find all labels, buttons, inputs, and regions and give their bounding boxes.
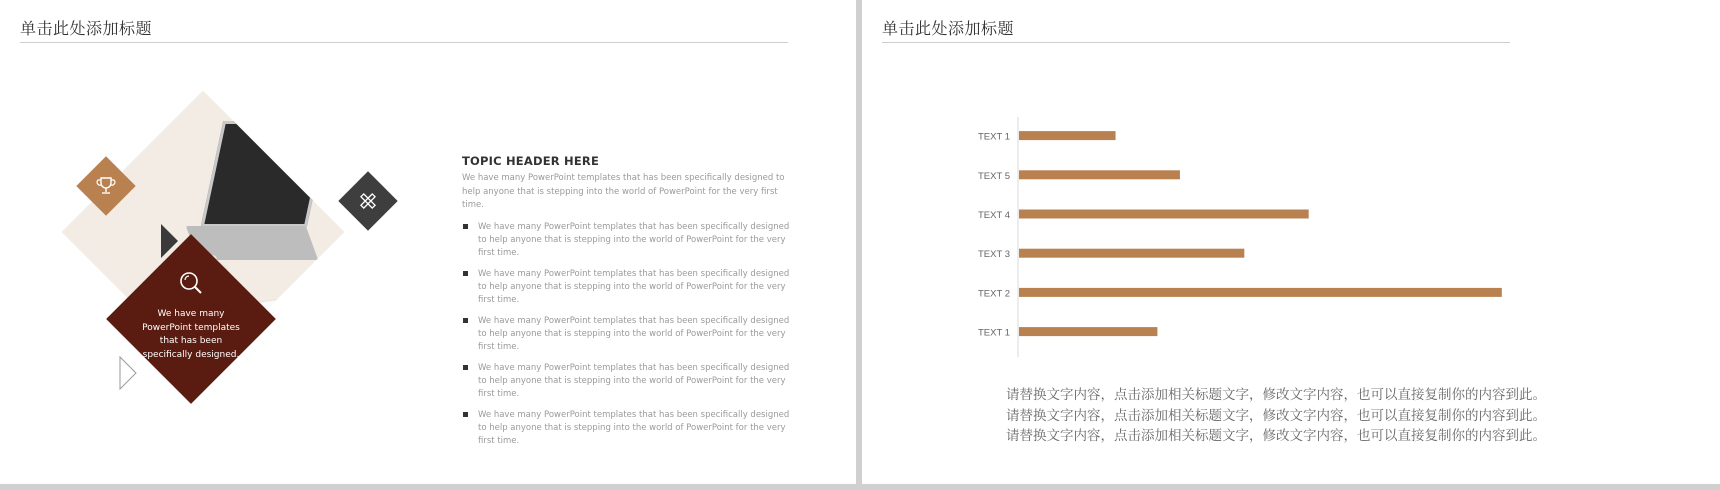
bullet-item[interactable] — [462, 362, 792, 409]
bullet-square-icon — [463, 318, 468, 323]
bullet-square-icon — [463, 224, 468, 229]
tools-icon — [357, 190, 379, 212]
chart-bar[interactable] — [1019, 210, 1309, 219]
caption-text[interactable] — [1006, 385, 1586, 447]
y-tick-label: TEXT 1 — [977, 131, 1010, 143]
bullet-item[interactable] — [462, 315, 792, 362]
trophy-badge — [76, 156, 135, 215]
chart-bar[interactable] — [1019, 327, 1157, 336]
bullet-square-icon — [463, 271, 468, 276]
y-tick-label: TEXT 4 — [977, 210, 1010, 221]
trophy-icon — [95, 175, 117, 197]
bullet-square-icon — [463, 365, 468, 370]
y-tick-label: TEXT 2 — [977, 288, 1010, 300]
bullet-text: We have many PowerPoint templates that has been specifically designed to help anyone that is stepping into the world of PowerPoint for the very first time. — [478, 316, 790, 353]
chart-bar[interactable] — [1019, 288, 1502, 297]
slide-title[interactable]: 单击此处添加标题 — [20, 19, 153, 38]
bullet-square-icon — [463, 412, 468, 417]
highlight-text: We have many PowerPoint templates that has been specifically designed. — [142, 309, 240, 360]
bullet-text: We have many PowerPoint templates that has been specifically designed to help anyone that is stepping into the world of PowerPoint for the very first time. — [478, 269, 790, 306]
bullet-item[interactable] — [462, 268, 792, 315]
caption-line: 请替换文字内容，点击添加相关标题文字，修改文字内容，也可以直接复制你的内容到此。 — [1006, 428, 1546, 444]
topic-header[interactable]: TOPIC HEADER HERE — [462, 154, 600, 168]
chart-bar[interactable] — [1019, 170, 1180, 179]
y-tick-label: TEXT 3 — [977, 249, 1010, 261]
search-icon — [178, 270, 204, 296]
bullet-text: We have many PowerPoint templates that has been specifically designed to help anyone that is stepping into the world of PowerPoint for the very first time. — [478, 410, 790, 447]
bullet-text: We have many PowerPoint templates that has been specifically designed to help anyone that is stepping into the world of PowerPoint for the very first time. — [478, 222, 790, 259]
chart-bar[interactable] — [1019, 131, 1116, 140]
y-tick-label: TEXT 1 — [977, 327, 1010, 339]
highlight-content — [117, 270, 265, 380]
tools-badge — [338, 171, 397, 230]
bullet-item[interactable] — [462, 409, 792, 456]
y-tick-label: TEXT 5 — [977, 170, 1010, 182]
slide-title[interactable]: 单击此处添加标题 — [882, 19, 1015, 38]
chart-bar[interactable] — [1019, 249, 1244, 258]
slide-left[interactable] — [0, 0, 856, 484]
laptop-screen — [201, 121, 330, 227]
bullet-text: We have many PowerPoint templates that has been specifically designed to help anyone that is stepping into the world of PowerPoint for the very first time. — [478, 363, 790, 400]
bullet-item[interactable] — [462, 221, 792, 268]
slide-right[interactable] — [862, 0, 1720, 484]
bullet-list — [462, 221, 792, 456]
title-divider — [20, 42, 788, 43]
caption-line: 请替换文字内容，点击添加相关标题文字，修改文字内容，也可以直接复制你的内容到此。 — [1006, 407, 1546, 424]
caption-line: 请替换文字内容，点击添加相关标题文字，修改文字内容，也可以直接复制你的内容到此。 — [1006, 387, 1546, 403]
topic-body[interactable]: We have many PowerPoint templates that has been specifically designed to help anyone that is stepping into the world of PowerPoint for the very first time. — [462, 173, 785, 210]
